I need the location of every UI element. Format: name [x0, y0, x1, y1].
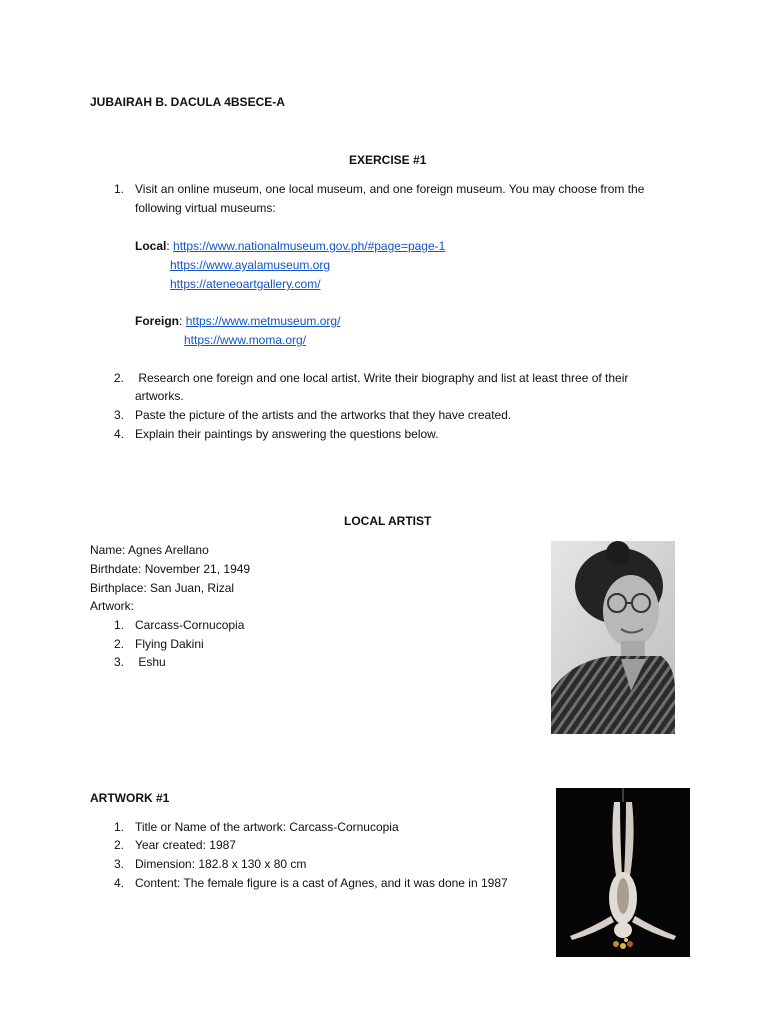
item-text: Research one foreign and one local artist. Write their biography and list at least three of their — [135, 371, 629, 385]
artwork-number: 3. — [113, 655, 124, 669]
local-link-row — [170, 277, 321, 291]
student-name-line: JUBAIRAH B. DACULA 4BSECE-A — [90, 95, 285, 109]
detail-number: 1. — [113, 820, 124, 834]
detail-number: 3. — [113, 857, 124, 871]
ateneo-gallery-link[interactable]: https://ateneoartgallery.com/ — [170, 277, 321, 291]
artwork-number: 2. — [113, 637, 124, 651]
artwork-label: Artwork: — [90, 599, 135, 613]
item-text-cont: following virtual museums: — [135, 201, 276, 215]
local-separator: : — [166, 239, 170, 253]
item-number: 4. — [113, 427, 124, 441]
moma-link[interactable]: https://www.moma.org/ — [184, 333, 307, 347]
local-label: Local — [135, 239, 167, 253]
artist-name: Name: Agnes Arellano — [90, 543, 209, 557]
foreign-link-row — [184, 333, 306, 347]
artwork-detail: Dimension: 182.8 x 130 x 80 cm — [135, 857, 307, 871]
artwork-detail: Title or Name of the artwork: Carcass-Cornucopia — [135, 820, 399, 834]
item-number: 3. — [113, 408, 124, 422]
exercise-title: EXERCISE #1 — [349, 153, 427, 167]
artwork-title: Flying Dakini — [135, 637, 204, 651]
artist-birthdate: Birthdate: November 21, 1949 — [90, 562, 251, 576]
met-museum-link[interactable]: https://www.metmuseum.org/ — [185, 314, 341, 328]
item-number: 2. — [113, 371, 124, 385]
national-museum-link[interactable]: https://www.nationalmuseum.gov.ph/#page=page-1 — [173, 239, 446, 253]
detail-number: 2. — [113, 838, 124, 852]
artwork-title: Carcass-Cornucopia — [135, 618, 245, 632]
artwork-detail: Content: The female figure is a cast of Agnes, and it was done in 1987 — [135, 876, 508, 890]
foreign-separator: : — [179, 314, 183, 328]
local-link-row — [170, 258, 330, 272]
item-text-cont: artworks. — [135, 389, 184, 403]
item-number: 1. — [113, 182, 124, 196]
ayala-museum-link[interactable]: https://www.ayalamuseum.org — [170, 258, 331, 272]
sculpture-drawing — [556, 788, 690, 957]
item-text: Explain their paintings by answering the questions below. — [135, 427, 439, 441]
foreign-museums-row — [135, 314, 340, 328]
sculpture-image — [556, 788, 690, 957]
foreign-label: Foreign — [135, 314, 179, 328]
artwork-number: 1. — [113, 618, 124, 632]
artist-birthplace: Birthplace: San Juan, Rizal — [90, 581, 235, 595]
artwork-title: Eshu — [135, 655, 166, 669]
artwork1-heading: ARTWORK #1 — [90, 791, 170, 805]
item-text: Paste the picture of the artists and the artworks that they have created. — [135, 408, 512, 422]
artist-portrait-image — [551, 541, 675, 734]
item-text: Visit an online museum, one local museum, and one foreign museum. You may choose from the — [135, 182, 645, 196]
local-artist-heading: LOCAL ARTIST — [344, 514, 432, 528]
artwork-detail: Year created: 1987 — [135, 838, 236, 852]
portrait-drawing — [551, 541, 675, 734]
local-museums-row — [135, 239, 445, 253]
detail-number: 4. — [113, 876, 124, 890]
